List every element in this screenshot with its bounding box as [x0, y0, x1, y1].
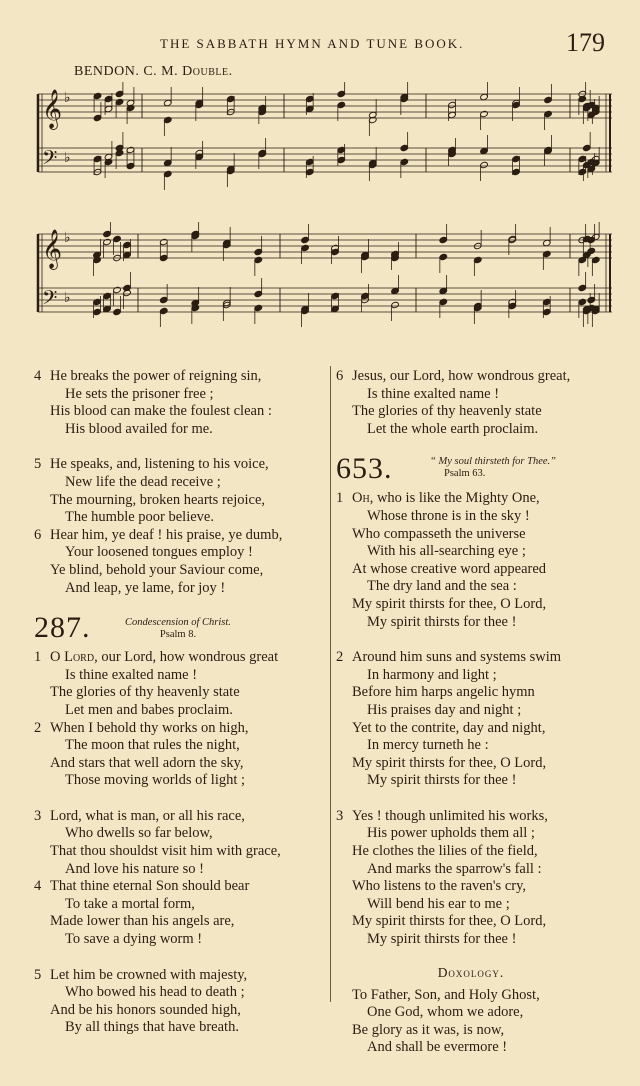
svg-text:𝄢: 𝄢	[42, 146, 58, 174]
stanza	[336, 808, 606, 949]
verse-line: Who compasseth the universe	[352, 525, 526, 542]
verse-line: My spirit thirsts for thee !	[367, 772, 517, 789]
verse-line: And stars that well adorn the sky,	[50, 754, 244, 771]
music-staff-image-2	[34, 222, 616, 334]
svg-text:♭: ♭	[64, 290, 71, 306]
stanza	[34, 967, 326, 1037]
stanza-number: 4	[34, 368, 42, 384]
first-word: O Lord,	[50, 649, 98, 666]
verse-line: Is thine exalted name !	[65, 666, 198, 683]
verse-line: His power upholds them all ;	[367, 825, 535, 842]
stanza	[34, 527, 326, 597]
verse-line: Made lower than his angels are,	[50, 913, 235, 930]
left-column	[34, 368, 326, 1037]
verse-line: My spirit thirsts for thee, O Lord,	[352, 913, 547, 930]
stanza-number: 5	[34, 966, 42, 983]
verse-line: And leap, ye lame, for joy !	[65, 579, 226, 596]
scripture-ref: Psalm 8.	[159, 629, 197, 641]
verse-line: His blood can make the foulest clean :	[50, 403, 272, 420]
music-system-1	[34, 82, 616, 192]
stanza	[336, 649, 606, 790]
hymn-number: 287.	[34, 611, 91, 645]
verse-line: The mourning, broken hearts rejoice,	[50, 491, 266, 508]
verse-line: Hear him, ye deaf ! his praise, ye dumb,	[50, 526, 283, 543]
hymn-title: “ My soul thirsteth for Thee.”	[429, 456, 556, 468]
stanza-number: 1	[336, 490, 344, 507]
running-title: THE SABBATH HYMN AND TUNE BOOK.	[160, 36, 465, 51]
stanza-number: 2	[336, 649, 344, 666]
verse-line: My spirit thirsts for thee, O Lord,	[352, 595, 547, 612]
verse-line: My spirit thirsts for thee !	[367, 613, 517, 630]
verse-line: who is like the Mighty One,	[373, 490, 540, 507]
verse-line: Is thine exalted name !	[367, 385, 500, 402]
stanza	[336, 490, 606, 631]
right-column	[336, 368, 606, 1057]
verse-line: In mercy turneth he :	[367, 737, 489, 754]
stanza-number: 1	[34, 649, 42, 666]
verse-line: Yet to the contrite, day and night,	[352, 719, 546, 736]
verse-line: He speaks, and, listening to his voice,	[50, 456, 269, 473]
stanza	[34, 808, 326, 878]
svg-text:♭: ♭	[64, 150, 71, 166]
stanza-number: 3	[336, 807, 344, 824]
verse-line: He breaks the power of reigning sin,	[50, 368, 262, 384]
verse-line: Be glory as it was, is now,	[352, 1021, 505, 1038]
verse-line: Before him harps angelic hymn	[352, 684, 535, 701]
verse-line: And love his nature so !	[65, 860, 204, 877]
doxology-title: Doxology.	[437, 964, 505, 980]
verse-line: That thine eternal Son should bear	[50, 878, 250, 895]
verse-line: One God, whom we adore,	[367, 1004, 524, 1021]
hymn-header	[336, 452, 606, 490]
verse-line: Your loosened tongues employ !	[65, 544, 253, 561]
page-number: 179	[566, 28, 605, 57]
verse-line: Around him suns and systems swim	[352, 649, 562, 666]
verse-line: And shall be evermore !	[367, 1039, 508, 1056]
verse-line: New life the dead receive ;	[65, 473, 221, 490]
scripture-ref: Psalm 63.	[444, 468, 486, 480]
verse-line: Who dwells so far below,	[65, 825, 213, 842]
verse-line: To take a mortal form,	[65, 895, 195, 912]
svg-text:♭: ♭	[64, 230, 71, 246]
tune-note: Double.	[182, 64, 233, 79]
verse-line: The glories of thy heavenly state	[50, 684, 240, 701]
verse-line: The moon that rules the night,	[65, 737, 240, 754]
verse-line: My spirit thirsts for thee, O Lord,	[352, 754, 547, 771]
stanza	[34, 456, 326, 526]
verse-line: Will bend his ear to me ;	[367, 895, 510, 912]
svg-text:♭: ♭	[64, 90, 71, 106]
verse-line: When I behold thy works on high,	[50, 719, 249, 736]
verse-line: With his all-searching eye ;	[367, 543, 526, 560]
music-staff-image-1	[34, 82, 616, 192]
verse-line: The humble poor believe.	[65, 509, 214, 526]
hymn-caption	[118, 617, 238, 641]
stanza	[34, 720, 326, 790]
svg-text:𝄞: 𝄞	[42, 229, 63, 269]
hymn-caption	[408, 456, 578, 480]
verse-line: And be his honors sounded high,	[50, 1001, 241, 1018]
music-system-2	[34, 222, 616, 334]
svg-text:𝄞: 𝄞	[42, 89, 63, 129]
tune-heading	[74, 64, 233, 80]
tune-meter: C. M.	[143, 64, 179, 79]
verse-line: Let the whole earth proclaim.	[367, 420, 539, 437]
stanza-number: 4	[34, 878, 42, 895]
verse-line: Ye blind, behold your Saviour come,	[50, 561, 264, 578]
tune-name: BENDON.	[74, 64, 140, 79]
verse-line: He sets the prisoner free ;	[65, 385, 214, 402]
hymn-header	[34, 611, 326, 649]
verse-line: His praises day and night ;	[367, 701, 522, 718]
stanza	[336, 368, 606, 438]
hymn-number: 653.	[336, 452, 393, 486]
verse-line: That thou shouldst visit him with grace,	[50, 843, 281, 860]
verse-line: My spirit thirsts for thee !	[367, 931, 517, 948]
verse-line: Who bowed his head to death ;	[65, 984, 245, 1001]
verse-line: The glories of thy heavenly state	[352, 403, 542, 420]
verse-line: He clothes the lilies of the field,	[352, 843, 538, 860]
stanza	[34, 649, 326, 719]
verse-line: Let men and babes proclaim.	[65, 701, 233, 718]
first-word: Oh,	[352, 490, 374, 507]
verse-line: In harmony and light ;	[367, 666, 497, 683]
stanza-number: 5	[34, 456, 42, 473]
stanza	[34, 878, 326, 948]
verse-line: By all things that have breath.	[65, 1019, 239, 1036]
svg-text:𝄢: 𝄢	[42, 286, 58, 314]
stanza-number: 6	[34, 526, 42, 543]
verse-line: Yes ! though unlimited his works,	[352, 807, 548, 824]
doxology	[336, 987, 606, 1057]
verse-line: Those moving worlds of light ;	[65, 772, 246, 789]
verse-line: our Lord, how wondrous great	[97, 649, 279, 666]
verse-line: His blood availed for me.	[65, 420, 213, 437]
stanza	[34, 368, 326, 438]
stanza-number: 6	[336, 368, 344, 384]
verse-line: Lord, what is man, or all his race,	[50, 807, 245, 824]
stanza-number: 2	[34, 719, 42, 736]
verse-line: To Father, Son, and Holy Ghost,	[352, 986, 540, 1003]
verse-line: To save a dying worm !	[65, 931, 203, 948]
verse-line: The dry land and the sea :	[367, 578, 517, 595]
verse-line: Whose throne is in the sky !	[367, 507, 530, 524]
verse-line: Jesus, our Lord, how wondrous great,	[352, 368, 571, 384]
verse-line: And marks the sparrow's fall :	[367, 860, 542, 877]
stanza-number: 3	[34, 807, 42, 824]
verse-line: At whose creative word appeared	[352, 560, 547, 577]
verse-line: Let him be crowned with majesty,	[50, 966, 248, 983]
column-divider	[330, 366, 331, 1002]
verse-line: Who listens to the raven's cry,	[352, 878, 527, 895]
hymn-title: Condescension of Christ.	[125, 617, 231, 629]
